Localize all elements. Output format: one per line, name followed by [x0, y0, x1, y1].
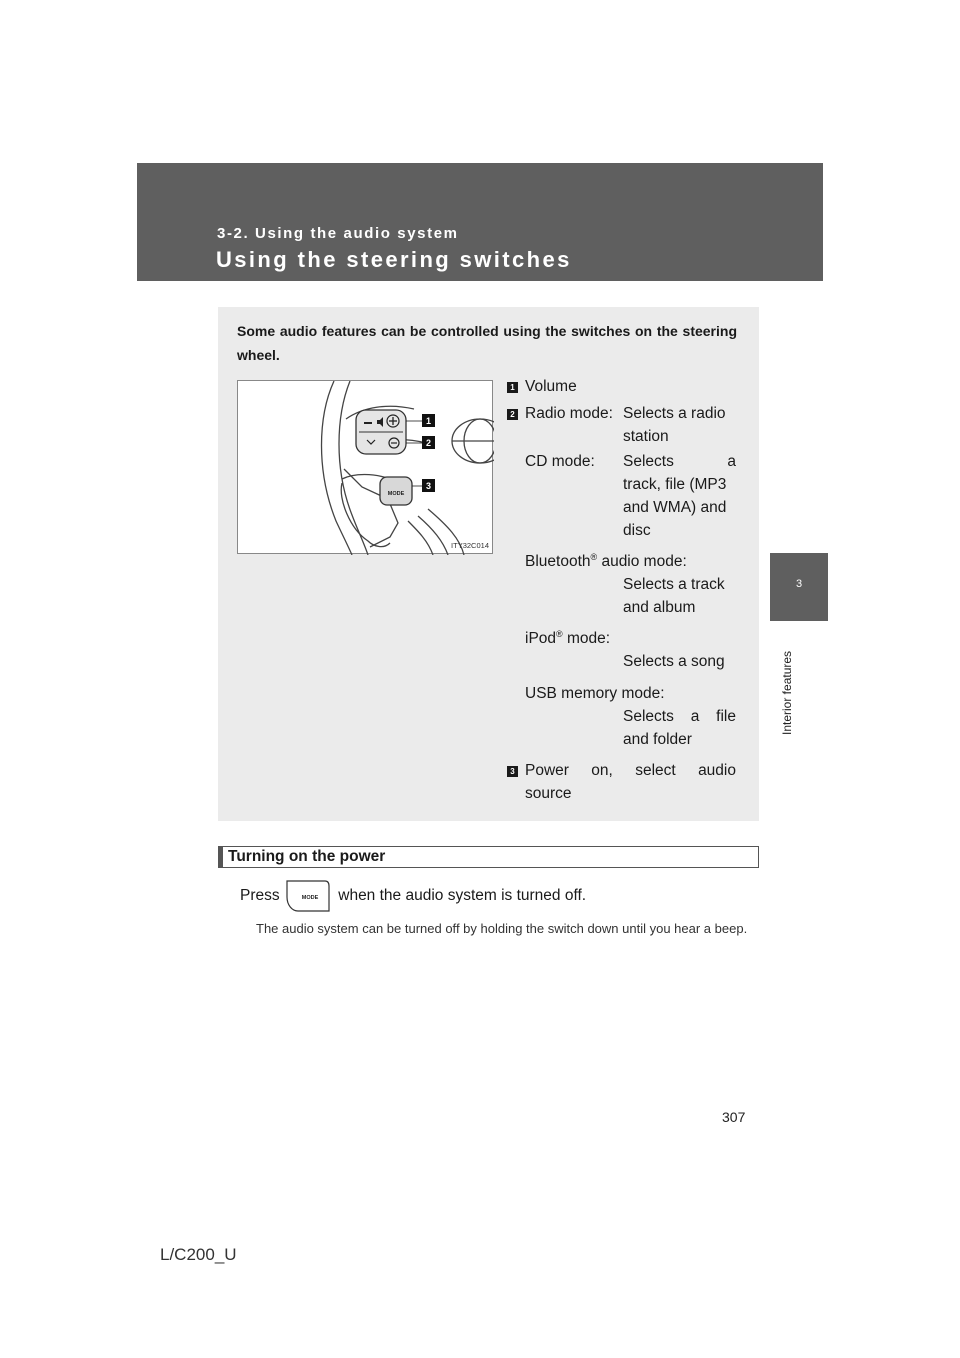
chapter-tab-number: 3	[795, 578, 803, 590]
cd-mode-key: CD mode:	[525, 453, 595, 470]
item-1-badge: 1	[507, 382, 518, 393]
heading-accent-bar	[219, 847, 223, 867]
cd-mode-value-3: and WMA) and	[623, 499, 727, 516]
ipod-mode-value: Selects a song	[623, 653, 725, 670]
mode-button-label: MODE	[387, 491, 405, 497]
page-title: Using the steering switches	[216, 247, 572, 272]
power-text-line-2: source	[525, 785, 572, 802]
footer-code: L/C200_U	[160, 1245, 237, 1264]
callout-3: 3	[425, 481, 432, 491]
radio-mode-value-2: station	[623, 428, 669, 445]
ipod-key-tail: mode:	[562, 630, 611, 647]
mode-button-icon-label: MODE	[301, 895, 319, 901]
mode-button-icon	[284, 879, 330, 913]
subsection-title: Turning on the power	[228, 848, 386, 865]
bluetooth-mode-key	[525, 550, 687, 573]
callout-2: 2	[425, 438, 432, 448]
cd-mode-value-1: Selects a	[623, 453, 736, 470]
bluetooth-mode-value-2: and album	[623, 599, 696, 616]
radio-mode-value-1: Selects a radio	[623, 405, 726, 422]
cd-mode-value-4: disc	[623, 522, 651, 539]
radio-mode-key: Radio mode:	[525, 405, 613, 422]
power-note: The audio system can be turned off by holding the switch down until you hear a beep.	[256, 921, 748, 936]
cd-mode-value-2: track, file (MP3	[623, 476, 727, 493]
callout-1: 1	[425, 416, 432, 426]
item-3-badge: 3	[507, 766, 518, 777]
chapter-side-label-text: Interior features	[780, 650, 794, 735]
item-2-badge: 2	[507, 409, 518, 420]
ipod-word: iPod	[525, 630, 557, 647]
press-tail: when the audio system is turned off.	[338, 887, 587, 904]
info-box	[218, 307, 759, 821]
subsection-heading	[218, 846, 759, 868]
figure-code: ITY32C014	[451, 541, 489, 550]
bluetooth-word: Bluetooth	[525, 553, 591, 570]
power-text-line-1: Power on, select audio	[525, 762, 736, 779]
registered-mark: ®	[556, 628, 563, 639]
page-number: 307	[722, 1109, 746, 1125]
section-heading: 3-2. Using the audio system	[217, 225, 459, 242]
intro-text: Some audio features can be controlled using the switches on the steering wheel.	[237, 323, 737, 363]
chapter-side-label	[772, 633, 802, 743]
chapter-tab[interactable]	[770, 553, 828, 621]
steering-wheel-illustration	[237, 380, 493, 554]
item-volume-label: Volume	[525, 378, 577, 395]
ipod-mode-key	[525, 627, 610, 650]
usb-mode-key: USB memory mode:	[525, 685, 665, 702]
usb-mode-value-2: and folder	[623, 731, 692, 748]
press-word: Press	[240, 887, 280, 904]
bluetooth-key-tail: audio mode:	[597, 553, 687, 570]
chapter-header	[137, 163, 823, 281]
registered-mark: ®	[590, 551, 598, 562]
bluetooth-mode-value-1: Selects a track	[623, 576, 725, 593]
usb-mode-value-1: Selects a file	[623, 708, 736, 725]
steering-wheel-drawing	[238, 381, 494, 555]
